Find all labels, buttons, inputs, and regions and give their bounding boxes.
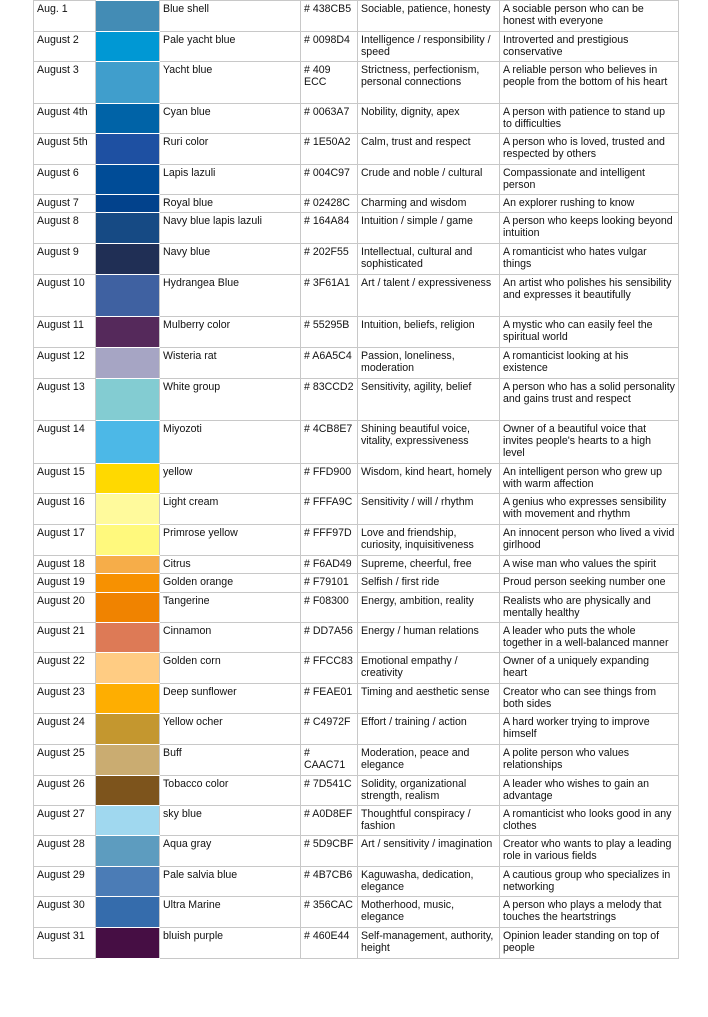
date-cell: August 28 xyxy=(34,836,96,867)
color-swatch xyxy=(96,494,160,525)
table-row xyxy=(34,275,679,317)
color-swatch xyxy=(96,62,160,104)
description-cell: An intelligent person who grew up with warm affection xyxy=(500,464,679,494)
table-row xyxy=(34,836,679,867)
date-cell: August 2 xyxy=(34,32,96,62)
description-cell: A wise man who values the spirit xyxy=(500,556,679,574)
color-swatch xyxy=(96,104,160,134)
hex-code-cell: # FFFA9C xyxy=(301,494,358,525)
description-cell: A sociable person who can be honest with everyone xyxy=(500,1,679,32)
color-name-cell: Royal blue xyxy=(160,195,301,213)
color-name-cell: yellow xyxy=(160,464,301,494)
traits-cell: Sociable, patience, honesty xyxy=(358,1,500,32)
color-name-cell: Golden corn xyxy=(160,653,301,684)
traits-cell: Motherhood, music, elegance xyxy=(358,897,500,928)
traits-cell: Sensitivity, agility, belief xyxy=(358,379,500,421)
hex-code-cell: # FFD900 xyxy=(301,464,358,494)
color-name-cell: Light cream xyxy=(160,494,301,525)
traits-cell: Love and friendship, curiosity, inquisitiveness xyxy=(358,525,500,556)
color-name-cell: Lapis lazuli xyxy=(160,165,301,195)
hex-code-cell: # 1E50A2 xyxy=(301,134,358,165)
hex-code-cell: # CAAC71 xyxy=(301,745,358,776)
color-name-cell: Yellow ocher xyxy=(160,714,301,745)
table-row xyxy=(34,745,679,776)
color-name-cell: Mulberry color xyxy=(160,317,301,348)
color-swatch xyxy=(96,593,160,623)
date-cell: August 3 xyxy=(34,62,96,104)
hex-code-cell: # 004C97 xyxy=(301,165,358,195)
description-cell: A person who has a solid personality and gains trust and respect xyxy=(500,379,679,421)
traits-cell: Passion, loneliness, moderation xyxy=(358,348,500,379)
date-cell: August 8 xyxy=(34,213,96,244)
hex-code-cell: # 02428C xyxy=(301,195,358,213)
description-cell: A person who plays a melody that touches the heartstrings xyxy=(500,897,679,928)
traits-cell: Charming and wisdom xyxy=(358,195,500,213)
color-name-cell: Wisteria rat xyxy=(160,348,301,379)
color-name-cell: Cinnamon xyxy=(160,623,301,653)
description-cell: A genius who expresses sensibility with movement and rhythm xyxy=(500,494,679,525)
table-row xyxy=(34,556,679,574)
hex-code-cell: # 0063A7 xyxy=(301,104,358,134)
hex-code-cell: # 4B7CB6 xyxy=(301,867,358,897)
traits-cell: Selfish / first ride xyxy=(358,574,500,593)
table-row xyxy=(34,104,679,134)
date-cell: August 6 xyxy=(34,165,96,195)
traits-cell: Effort / training / action xyxy=(358,714,500,745)
traits-cell: Intelligence / responsibility / speed xyxy=(358,32,500,62)
date-cell: August 20 xyxy=(34,593,96,623)
description-cell: Realists who are physically and mentally healthy xyxy=(500,593,679,623)
date-cell: August 10 xyxy=(34,275,96,317)
color-name-cell: Yacht blue xyxy=(160,62,301,104)
color-swatch xyxy=(96,867,160,897)
color-swatch xyxy=(96,244,160,275)
color-swatch xyxy=(96,379,160,421)
table-row xyxy=(34,32,679,62)
color-swatch xyxy=(96,275,160,317)
date-cell: August 5th xyxy=(34,134,96,165)
hex-code-cell: # A0D8EF xyxy=(301,806,358,836)
color-name-cell: Golden orange xyxy=(160,574,301,593)
table-row xyxy=(34,165,679,195)
color-name-cell: Aqua gray xyxy=(160,836,301,867)
traits-cell: Thoughtful conspiracy / fashion xyxy=(358,806,500,836)
table-row xyxy=(34,806,679,836)
date-cell: August 26 xyxy=(34,776,96,806)
traits-cell: Solidity, organizational strength, realism xyxy=(358,776,500,806)
color-name-cell: Hydrangea Blue xyxy=(160,275,301,317)
color-swatch xyxy=(96,134,160,165)
color-swatch xyxy=(96,195,160,213)
description-cell: A hard worker trying to improve himself xyxy=(500,714,679,745)
table-row xyxy=(34,593,679,623)
date-cell: August 11 xyxy=(34,317,96,348)
date-cell: August 19 xyxy=(34,574,96,593)
table-row xyxy=(34,348,679,379)
date-cell: August 27 xyxy=(34,806,96,836)
color-name-cell: Miyozoti xyxy=(160,421,301,464)
table-row xyxy=(34,867,679,897)
color-name-cell: Citrus xyxy=(160,556,301,574)
color-swatch xyxy=(96,776,160,806)
traits-cell: Energy / human relations xyxy=(358,623,500,653)
traits-cell: Crude and noble / cultural xyxy=(358,165,500,195)
hex-code-cell: # 5D9CBF xyxy=(301,836,358,867)
table-row xyxy=(34,714,679,745)
date-cell: August 25 xyxy=(34,745,96,776)
description-cell: A leader who puts the whole together in a well-balanced manner xyxy=(500,623,679,653)
color-name-cell: Blue shell xyxy=(160,1,301,32)
traits-cell: Strictness, perfectionism, personal connections xyxy=(358,62,500,104)
color-swatch xyxy=(96,623,160,653)
hex-code-cell: # F79101 xyxy=(301,574,358,593)
traits-cell: Calm, trust and respect xyxy=(358,134,500,165)
color-swatch xyxy=(96,806,160,836)
hex-code-cell: # 460E44 xyxy=(301,928,358,959)
table-row xyxy=(34,379,679,421)
table-row xyxy=(34,134,679,165)
color-swatch xyxy=(96,317,160,348)
hex-code-cell: # A6A5C4 xyxy=(301,348,358,379)
date-cell: August 18 xyxy=(34,556,96,574)
color-name-cell: Tangerine xyxy=(160,593,301,623)
date-cell: August 22 xyxy=(34,653,96,684)
color-swatch xyxy=(96,421,160,464)
date-cell: August 15 xyxy=(34,464,96,494)
hex-code-cell: # FFCC83 xyxy=(301,653,358,684)
hex-code-cell: # DD7A56 xyxy=(301,623,358,653)
table-row xyxy=(34,464,679,494)
date-cell: August 12 xyxy=(34,348,96,379)
table-row xyxy=(34,684,679,714)
description-cell: A person with patience to stand up to difficulties xyxy=(500,104,679,134)
traits-cell: Art / sensitivity / imagination xyxy=(358,836,500,867)
date-cell: August 17 xyxy=(34,525,96,556)
description-cell: A romanticist looking at his existence xyxy=(500,348,679,379)
date-cell: August 24 xyxy=(34,714,96,745)
hex-code-cell: # 3F61A1 xyxy=(301,275,358,317)
date-cell: August 16 xyxy=(34,494,96,525)
date-cell: August 23 xyxy=(34,684,96,714)
date-cell: August 14 xyxy=(34,421,96,464)
description-cell: Introverted and prestigious conservative xyxy=(500,32,679,62)
color-swatch xyxy=(96,32,160,62)
date-cell: August 13 xyxy=(34,379,96,421)
date-cell: August 4th xyxy=(34,104,96,134)
color-name-cell: Cyan blue xyxy=(160,104,301,134)
traits-cell: Kaguwasha, dedication, elegance xyxy=(358,867,500,897)
color-swatch xyxy=(96,574,160,593)
color-swatch xyxy=(96,928,160,959)
hex-code-cell: # C4972F xyxy=(301,714,358,745)
description-cell: A person who is loved, trusted and respected by others xyxy=(500,134,679,165)
date-cell: August 31 xyxy=(34,928,96,959)
description-cell: Opinion leader standing on top of people xyxy=(500,928,679,959)
hex-code-cell: # 83CCD2 xyxy=(301,379,358,421)
description-cell: Owner of a uniquely expanding heart xyxy=(500,653,679,684)
description-cell: A mystic who can easily feel the spiritual world xyxy=(500,317,679,348)
table-row xyxy=(34,574,679,593)
table-row xyxy=(34,213,679,244)
hex-code-cell: # 356CAC xyxy=(301,897,358,928)
description-cell: A leader who wishes to gain an advantage xyxy=(500,776,679,806)
table-row xyxy=(34,244,679,275)
description-cell: An innocent person who lived a vivid girlhood xyxy=(500,525,679,556)
table-row xyxy=(34,317,679,348)
color-name-cell: Primrose yellow xyxy=(160,525,301,556)
hex-code-cell: # FEAE01 xyxy=(301,684,358,714)
table-body xyxy=(34,1,679,959)
color-swatch xyxy=(96,165,160,195)
description-cell: A romanticist who hates vulgar things xyxy=(500,244,679,275)
description-cell: A romanticist who looks good in any clothes xyxy=(500,806,679,836)
hex-code-cell: # F6AD49 xyxy=(301,556,358,574)
traits-cell: Energy, ambition, reality xyxy=(358,593,500,623)
color-name-cell: Tobacco color xyxy=(160,776,301,806)
date-cell: August 29 xyxy=(34,867,96,897)
traits-cell: Wisdom, kind heart, homely xyxy=(358,464,500,494)
table-row xyxy=(34,421,679,464)
table-row xyxy=(34,897,679,928)
description-cell: Creator who can see things from both sides xyxy=(500,684,679,714)
hex-code-cell: # FFF97D xyxy=(301,525,358,556)
table-row xyxy=(34,623,679,653)
traits-cell: Intuition / simple / game xyxy=(358,213,500,244)
table-row xyxy=(34,928,679,959)
color-name-cell: bluish purple xyxy=(160,928,301,959)
color-swatch xyxy=(96,897,160,928)
table-row xyxy=(34,494,679,525)
color-swatch xyxy=(96,653,160,684)
color-name-cell: sky blue xyxy=(160,806,301,836)
description-cell: A polite person who values relationships xyxy=(500,745,679,776)
description-cell: Compassionate and intelligent person xyxy=(500,165,679,195)
table-row xyxy=(34,195,679,213)
traits-cell: Art / talent / expressiveness xyxy=(358,275,500,317)
color-name-cell: Buff xyxy=(160,745,301,776)
hex-code-cell: # 55295B xyxy=(301,317,358,348)
color-name-cell: Deep sunflower xyxy=(160,684,301,714)
hex-code-cell: # 164A84 xyxy=(301,213,358,244)
color-name-cell: Navy blue lapis lazuli xyxy=(160,213,301,244)
color-swatch xyxy=(96,213,160,244)
description-cell: An explorer rushing to know xyxy=(500,195,679,213)
table-row xyxy=(34,776,679,806)
traits-cell: Nobility, dignity, apex xyxy=(358,104,500,134)
description-cell: A cautious group who specializes in networking xyxy=(500,867,679,897)
date-cell: August 30 xyxy=(34,897,96,928)
description-cell: Creator who wants to play a leading role in various fields xyxy=(500,836,679,867)
traits-cell: Timing and aesthetic sense xyxy=(358,684,500,714)
color-swatch xyxy=(96,525,160,556)
traits-cell: Self-management, authority, height xyxy=(358,928,500,959)
description-cell: Proud person seeking number one xyxy=(500,574,679,593)
traits-cell: Intuition, beliefs, religion xyxy=(358,317,500,348)
color-name-cell: Ruri color xyxy=(160,134,301,165)
traits-cell: Supreme, cheerful, free xyxy=(358,556,500,574)
traits-cell: Intellectual, cultural and sophisticated xyxy=(358,244,500,275)
hex-code-cell: # 202F55 xyxy=(301,244,358,275)
birthday-color-table xyxy=(33,0,679,959)
hex-code-cell: # 4CB8E7 xyxy=(301,421,358,464)
table-row xyxy=(34,653,679,684)
date-cell: August 21 xyxy=(34,623,96,653)
description-cell: A person who keeps looking beyond intuition xyxy=(500,213,679,244)
color-name-cell: White group xyxy=(160,379,301,421)
hex-code-cell: # 409 ECC xyxy=(301,62,358,104)
description-cell: A reliable person who believes in people from the bottom of his heart xyxy=(500,62,679,104)
color-swatch xyxy=(96,684,160,714)
color-swatch xyxy=(96,745,160,776)
color-name-cell: Pale salvia blue xyxy=(160,867,301,897)
hex-code-cell: # 438CB5 xyxy=(301,1,358,32)
date-cell: Aug. 1 xyxy=(34,1,96,32)
description-cell: An artist who polishes his sensibility and expresses it beautifully xyxy=(500,275,679,317)
color-swatch xyxy=(96,464,160,494)
traits-cell: Sensitivity / will / rhythm xyxy=(358,494,500,525)
color-swatch xyxy=(96,348,160,379)
color-swatch xyxy=(96,556,160,574)
traits-cell: Emotional empathy / creativity xyxy=(358,653,500,684)
hex-code-cell: # F08300 xyxy=(301,593,358,623)
color-name-cell: Ultra Marine xyxy=(160,897,301,928)
description-cell: Owner of a beautiful voice that invites people's hearts to a high level xyxy=(500,421,679,464)
date-cell: August 9 xyxy=(34,244,96,275)
color-swatch xyxy=(96,1,160,32)
table-row xyxy=(34,1,679,32)
table-row xyxy=(34,525,679,556)
traits-cell: Moderation, peace and elegance xyxy=(358,745,500,776)
hex-code-cell: # 7D541C xyxy=(301,776,358,806)
color-swatch xyxy=(96,836,160,867)
table-row xyxy=(34,62,679,104)
color-swatch xyxy=(96,714,160,745)
color-name-cell: Navy blue xyxy=(160,244,301,275)
hex-code-cell: # 0098D4 xyxy=(301,32,358,62)
traits-cell: Shining beautiful voice, vitality, expressiveness xyxy=(358,421,500,464)
color-name-cell: Pale yacht blue xyxy=(160,32,301,62)
date-cell: August 7 xyxy=(34,195,96,213)
